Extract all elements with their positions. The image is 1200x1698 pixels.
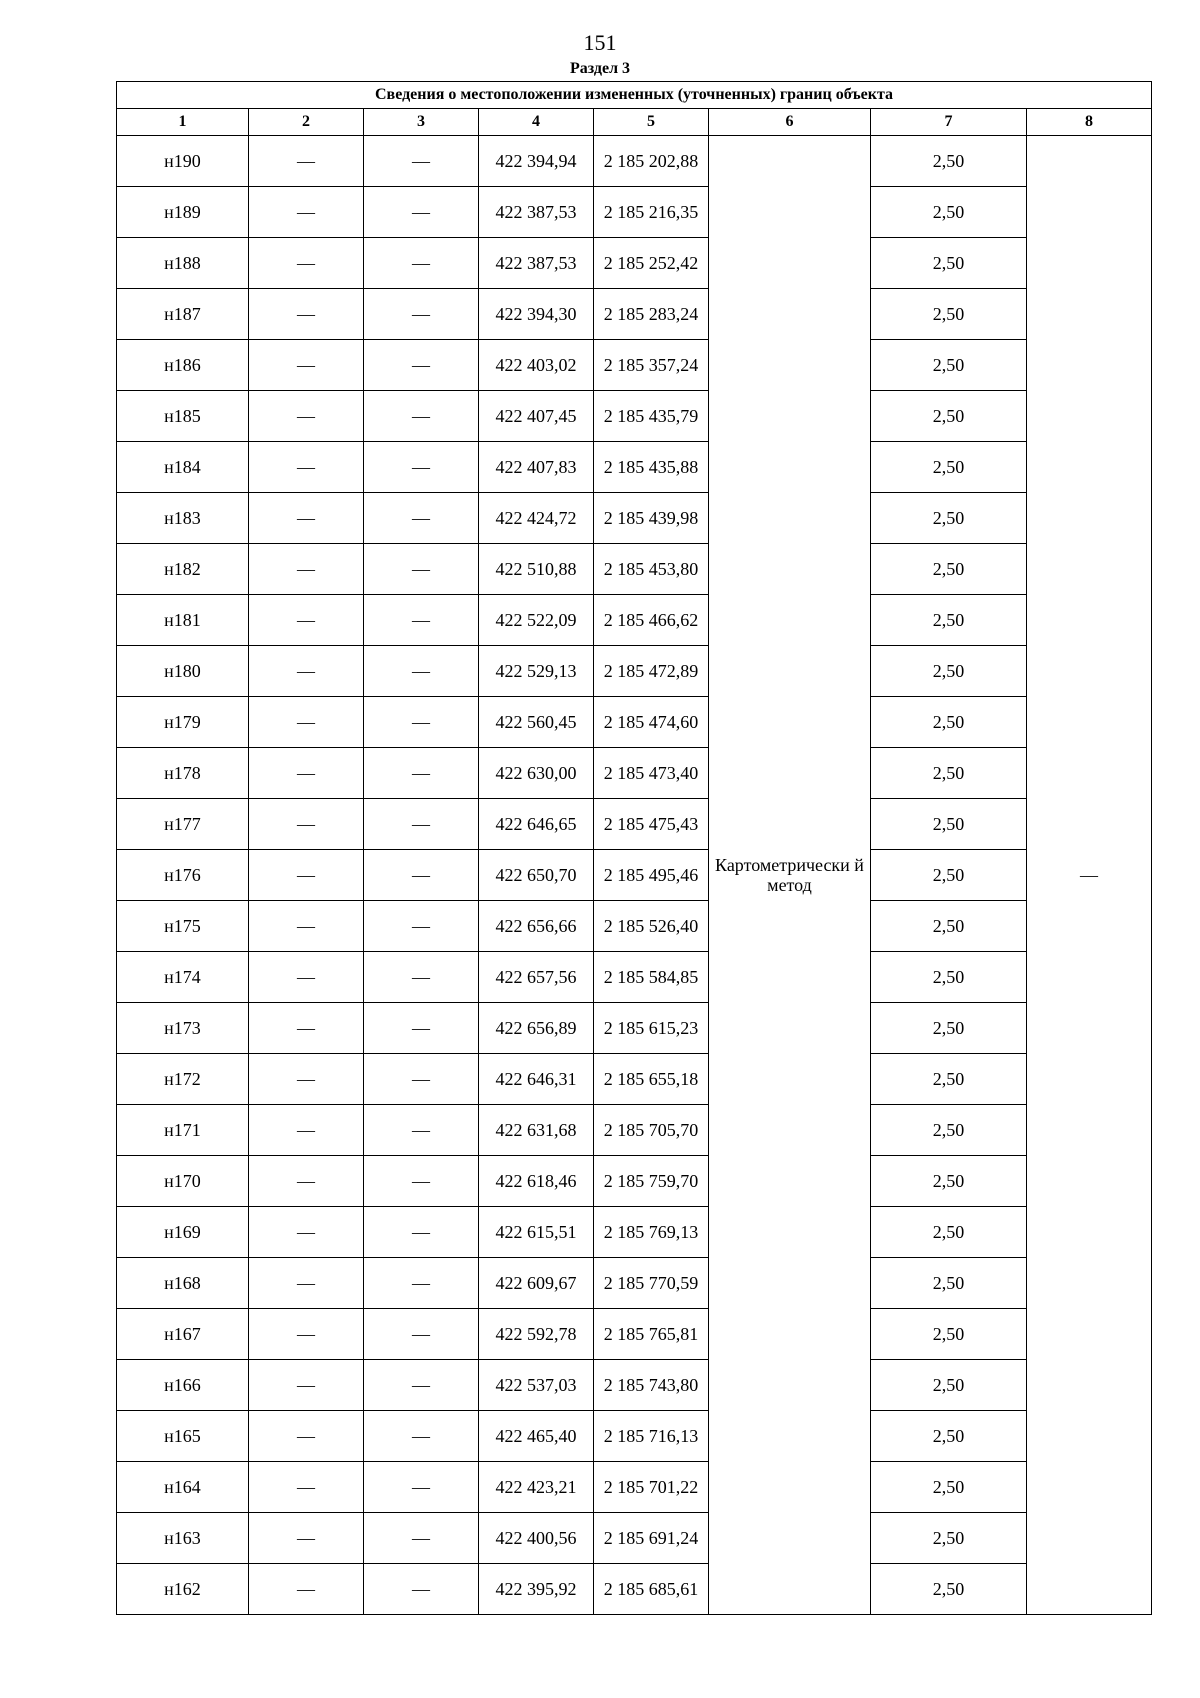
col8-cell: — — [1027, 136, 1152, 1615]
y-coordinate-cell: 2 185 453,80 — [594, 544, 709, 595]
col3-cell: — — [364, 748, 479, 799]
point-cell: н189 — [117, 187, 249, 238]
table-row — [117, 340, 1152, 391]
col3-cell: — — [364, 1054, 479, 1105]
table-title: Сведения о местоположении измененных (уточненных) границ объекта — [117, 82, 1152, 109]
point-cell: н185 — [117, 391, 249, 442]
col2-cell: — — [249, 1462, 364, 1513]
table-row — [117, 136, 1152, 187]
table-row — [117, 238, 1152, 289]
col3-cell: — — [364, 1105, 479, 1156]
col7-cell: 2,50 — [871, 493, 1027, 544]
column-number: 2 — [249, 109, 364, 136]
x-coordinate-cell: 422 510,88 — [479, 544, 594, 595]
y-coordinate-cell: 2 185 759,70 — [594, 1156, 709, 1207]
y-coordinate-cell: 2 185 584,85 — [594, 952, 709, 1003]
col7-cell: 2,50 — [871, 391, 1027, 442]
col2-cell: — — [249, 697, 364, 748]
y-coordinate-cell: 2 185 743,80 — [594, 1360, 709, 1411]
table-row — [117, 1054, 1152, 1105]
col3-cell: — — [364, 697, 479, 748]
col3-cell: — — [364, 1564, 479, 1615]
point-cell: н184 — [117, 442, 249, 493]
y-coordinate-cell: 2 185 765,81 — [594, 1309, 709, 1360]
col2-cell: — — [249, 1258, 364, 1309]
table-row — [117, 1309, 1152, 1360]
y-coordinate-cell: 2 185 216,35 — [594, 187, 709, 238]
table-row — [117, 697, 1152, 748]
col7-cell: 2,50 — [871, 1309, 1027, 1360]
point-cell: н172 — [117, 1054, 249, 1105]
col3-cell: — — [364, 1003, 479, 1054]
x-coordinate-cell: 422 618,46 — [479, 1156, 594, 1207]
x-coordinate-cell: 422 395,92 — [479, 1564, 594, 1615]
col2-cell: — — [249, 1156, 364, 1207]
y-coordinate-cell: 2 185 769,13 — [594, 1207, 709, 1258]
col7-cell: 2,50 — [871, 748, 1027, 799]
col7-cell: 2,50 — [871, 1564, 1027, 1615]
col2-cell: — — [249, 1105, 364, 1156]
point-cell: н182 — [117, 544, 249, 595]
col2-cell: — — [249, 391, 364, 442]
x-coordinate-cell: 422 656,66 — [479, 901, 594, 952]
col7-cell: 2,50 — [871, 136, 1027, 187]
y-coordinate-cell: 2 185 466,62 — [594, 595, 709, 646]
x-coordinate-cell: 422 631,68 — [479, 1105, 594, 1156]
y-coordinate-cell: 2 185 691,24 — [594, 1513, 709, 1564]
x-coordinate-cell: 422 400,56 — [479, 1513, 594, 1564]
x-coordinate-cell: 422 630,00 — [479, 748, 594, 799]
table-row — [117, 187, 1152, 238]
x-coordinate-cell: 422 650,70 — [479, 850, 594, 901]
table-row — [117, 1564, 1152, 1615]
y-coordinate-cell: 2 185 357,24 — [594, 340, 709, 391]
col7-cell: 2,50 — [871, 1462, 1027, 1513]
col2-cell: — — [249, 340, 364, 391]
point-cell: н169 — [117, 1207, 249, 1258]
point-cell: н175 — [117, 901, 249, 952]
col3-cell: — — [364, 289, 479, 340]
x-coordinate-cell: 422 656,89 — [479, 1003, 594, 1054]
col2-cell: — — [249, 1207, 364, 1258]
col7-cell: 2,50 — [871, 1054, 1027, 1105]
col2-cell: — — [249, 136, 364, 187]
col2-cell: — — [249, 952, 364, 1003]
col3-cell: — — [364, 136, 479, 187]
x-coordinate-cell: 422 609,67 — [479, 1258, 594, 1309]
point-cell: н163 — [117, 1513, 249, 1564]
col3-cell: — — [364, 1360, 479, 1411]
col7-cell: 2,50 — [871, 289, 1027, 340]
table-row — [117, 595, 1152, 646]
col7-cell: 2,50 — [871, 238, 1027, 289]
y-coordinate-cell: 2 185 252,42 — [594, 238, 709, 289]
y-coordinate-cell: 2 185 435,88 — [594, 442, 709, 493]
point-cell: н171 — [117, 1105, 249, 1156]
col3-cell: — — [364, 340, 479, 391]
col2-cell: — — [249, 238, 364, 289]
col7-cell: 2,50 — [871, 850, 1027, 901]
table-row — [117, 1003, 1152, 1054]
y-coordinate-cell: 2 185 472,89 — [594, 646, 709, 697]
table-row — [117, 493, 1152, 544]
col2-cell: — — [249, 1003, 364, 1054]
col3-cell: — — [364, 952, 479, 1003]
col2-cell: — — [249, 493, 364, 544]
col3-cell: — — [364, 544, 479, 595]
y-coordinate-cell: 2 185 770,59 — [594, 1258, 709, 1309]
col3-cell: — — [364, 391, 479, 442]
table-row — [117, 391, 1152, 442]
x-coordinate-cell: 422 522,09 — [479, 595, 594, 646]
column-number: 1 — [117, 109, 249, 136]
point-cell: н177 — [117, 799, 249, 850]
col3-cell: — — [364, 1411, 479, 1462]
col2-cell: — — [249, 850, 364, 901]
table-row — [117, 952, 1152, 1003]
col7-cell: 2,50 — [871, 1360, 1027, 1411]
table-row — [117, 1411, 1152, 1462]
col3-cell: — — [364, 1156, 479, 1207]
x-coordinate-cell: 422 387,53 — [479, 187, 594, 238]
col7-cell: 2,50 — [871, 1003, 1027, 1054]
point-cell: н170 — [117, 1156, 249, 1207]
col2-cell: — — [249, 799, 364, 850]
table-row — [117, 1360, 1152, 1411]
y-coordinate-cell: 2 185 655,18 — [594, 1054, 709, 1105]
col7-cell: 2,50 — [871, 1207, 1027, 1258]
table-row — [117, 799, 1152, 850]
point-cell: н180 — [117, 646, 249, 697]
col3-cell: — — [364, 1462, 479, 1513]
point-cell: н181 — [117, 595, 249, 646]
point-cell: н174 — [117, 952, 249, 1003]
x-coordinate-cell: 422 387,53 — [479, 238, 594, 289]
col3-cell: — — [364, 595, 479, 646]
x-coordinate-cell: 422 407,83 — [479, 442, 594, 493]
y-coordinate-cell: 2 185 474,60 — [594, 697, 709, 748]
col7-cell: 2,50 — [871, 595, 1027, 646]
table-row — [117, 544, 1152, 595]
col3-cell: — — [364, 850, 479, 901]
y-coordinate-cell: 2 185 526,40 — [594, 901, 709, 952]
point-cell: н173 — [117, 1003, 249, 1054]
col2-cell: — — [249, 1513, 364, 1564]
col2-cell: — — [249, 748, 364, 799]
column-number: 3 — [364, 109, 479, 136]
y-coordinate-cell: 2 185 283,24 — [594, 289, 709, 340]
y-coordinate-cell: 2 185 435,79 — [594, 391, 709, 442]
col7-cell: 2,50 — [871, 1105, 1027, 1156]
table-row — [117, 748, 1152, 799]
point-cell: н186 — [117, 340, 249, 391]
col2-cell: — — [249, 544, 364, 595]
column-number: 4 — [479, 109, 594, 136]
section-title: Раздел 3 — [569, 60, 631, 77]
table-row — [117, 646, 1152, 697]
col2-cell: — — [249, 1564, 364, 1615]
col7-cell: 2,50 — [871, 646, 1027, 697]
col3-cell: — — [364, 187, 479, 238]
col2-cell: — — [249, 901, 364, 952]
col3-cell: — — [364, 799, 479, 850]
x-coordinate-cell: 422 403,02 — [479, 340, 594, 391]
col7-cell: 2,50 — [871, 901, 1027, 952]
table-row — [117, 1105, 1152, 1156]
table-title-row — [117, 82, 1152, 109]
table-row — [117, 1207, 1152, 1258]
y-coordinate-cell: 2 185 716,13 — [594, 1411, 709, 1462]
y-coordinate-cell: 2 185 475,43 — [594, 799, 709, 850]
col3-cell: — — [364, 1309, 479, 1360]
x-coordinate-cell: 422 394,94 — [479, 136, 594, 187]
column-number-row — [117, 109, 1152, 136]
point-cell: н183 — [117, 493, 249, 544]
point-cell: н164 — [117, 1462, 249, 1513]
col3-cell: — — [364, 238, 479, 289]
col7-cell: 2,50 — [871, 340, 1027, 391]
column-number: 7 — [871, 109, 1027, 136]
y-coordinate-cell: 2 185 439,98 — [594, 493, 709, 544]
x-coordinate-cell: 422 537,03 — [479, 1360, 594, 1411]
col2-cell: — — [249, 595, 364, 646]
point-cell: н166 — [117, 1360, 249, 1411]
x-coordinate-cell: 422 646,31 — [479, 1054, 594, 1105]
x-coordinate-cell: 422 407,45 — [479, 391, 594, 442]
x-coordinate-cell: 422 424,72 — [479, 493, 594, 544]
column-number: 8 — [1027, 109, 1152, 136]
table-row — [117, 901, 1152, 952]
col3-cell: — — [364, 1513, 479, 1564]
y-coordinate-cell: 2 185 705,70 — [594, 1105, 709, 1156]
table-row — [117, 1462, 1152, 1513]
col3-cell: — — [364, 493, 479, 544]
table-row — [117, 1513, 1152, 1564]
x-coordinate-cell: 422 423,21 — [479, 1462, 594, 1513]
method-cell: Картометрически й метод — [709, 136, 871, 1615]
point-cell: н190 — [117, 136, 249, 187]
point-cell: н179 — [117, 697, 249, 748]
x-coordinate-cell: 422 394,30 — [479, 289, 594, 340]
table-row — [117, 289, 1152, 340]
col2-cell: — — [249, 646, 364, 697]
col3-cell: — — [364, 1207, 479, 1258]
x-coordinate-cell: 422 465,40 — [479, 1411, 594, 1462]
col3-cell: — — [364, 442, 479, 493]
col7-cell: 2,50 — [871, 952, 1027, 1003]
boundary-coordinates-table — [116, 81, 1152, 1615]
col2-cell: — — [249, 187, 364, 238]
col7-cell: 2,50 — [871, 697, 1027, 748]
col2-cell: — — [249, 1360, 364, 1411]
x-coordinate-cell: 422 560,45 — [479, 697, 594, 748]
point-cell: н188 — [117, 238, 249, 289]
y-coordinate-cell: 2 185 495,46 — [594, 850, 709, 901]
col3-cell: — — [364, 901, 479, 952]
point-cell: н162 — [117, 1564, 249, 1615]
x-coordinate-cell: 422 592,78 — [479, 1309, 594, 1360]
col2-cell: — — [249, 1411, 364, 1462]
col3-cell: — — [364, 646, 479, 697]
point-cell: н165 — [117, 1411, 249, 1462]
x-coordinate-cell: 422 657,56 — [479, 952, 594, 1003]
col7-cell: 2,50 — [871, 1258, 1027, 1309]
y-coordinate-cell: 2 185 615,23 — [594, 1003, 709, 1054]
point-cell: н167 — [117, 1309, 249, 1360]
y-coordinate-cell: 2 185 473,40 — [594, 748, 709, 799]
col7-cell: 2,50 — [871, 442, 1027, 493]
col2-cell: — — [249, 442, 364, 493]
col2-cell: — — [249, 289, 364, 340]
point-cell: н168 — [117, 1258, 249, 1309]
column-number: 5 — [594, 109, 709, 136]
col2-cell: — — [249, 1309, 364, 1360]
x-coordinate-cell: 422 529,13 — [479, 646, 594, 697]
point-cell: н187 — [117, 289, 249, 340]
col7-cell: 2,50 — [871, 187, 1027, 238]
table-row — [117, 1156, 1152, 1207]
x-coordinate-cell: 422 646,65 — [479, 799, 594, 850]
column-number: 6 — [709, 109, 871, 136]
point-cell: н178 — [117, 748, 249, 799]
y-coordinate-cell: 2 185 202,88 — [594, 136, 709, 187]
col7-cell: 2,50 — [871, 1411, 1027, 1462]
col3-cell: — — [364, 1258, 479, 1309]
table-row — [117, 1258, 1152, 1309]
table-row — [117, 850, 1152, 901]
y-coordinate-cell: 2 185 685,61 — [594, 1564, 709, 1615]
x-coordinate-cell: 422 615,51 — [479, 1207, 594, 1258]
col7-cell: 2,50 — [871, 799, 1027, 850]
col2-cell: — — [249, 1054, 364, 1105]
y-coordinate-cell: 2 185 701,22 — [594, 1462, 709, 1513]
point-cell: н176 — [117, 850, 249, 901]
table-row — [117, 442, 1152, 493]
col7-cell: 2,50 — [871, 1156, 1027, 1207]
col7-cell: 2,50 — [871, 544, 1027, 595]
page-number: 151 — [583, 30, 617, 55]
col7-cell: 2,50 — [871, 1513, 1027, 1564]
table-body — [117, 82, 1152, 1615]
